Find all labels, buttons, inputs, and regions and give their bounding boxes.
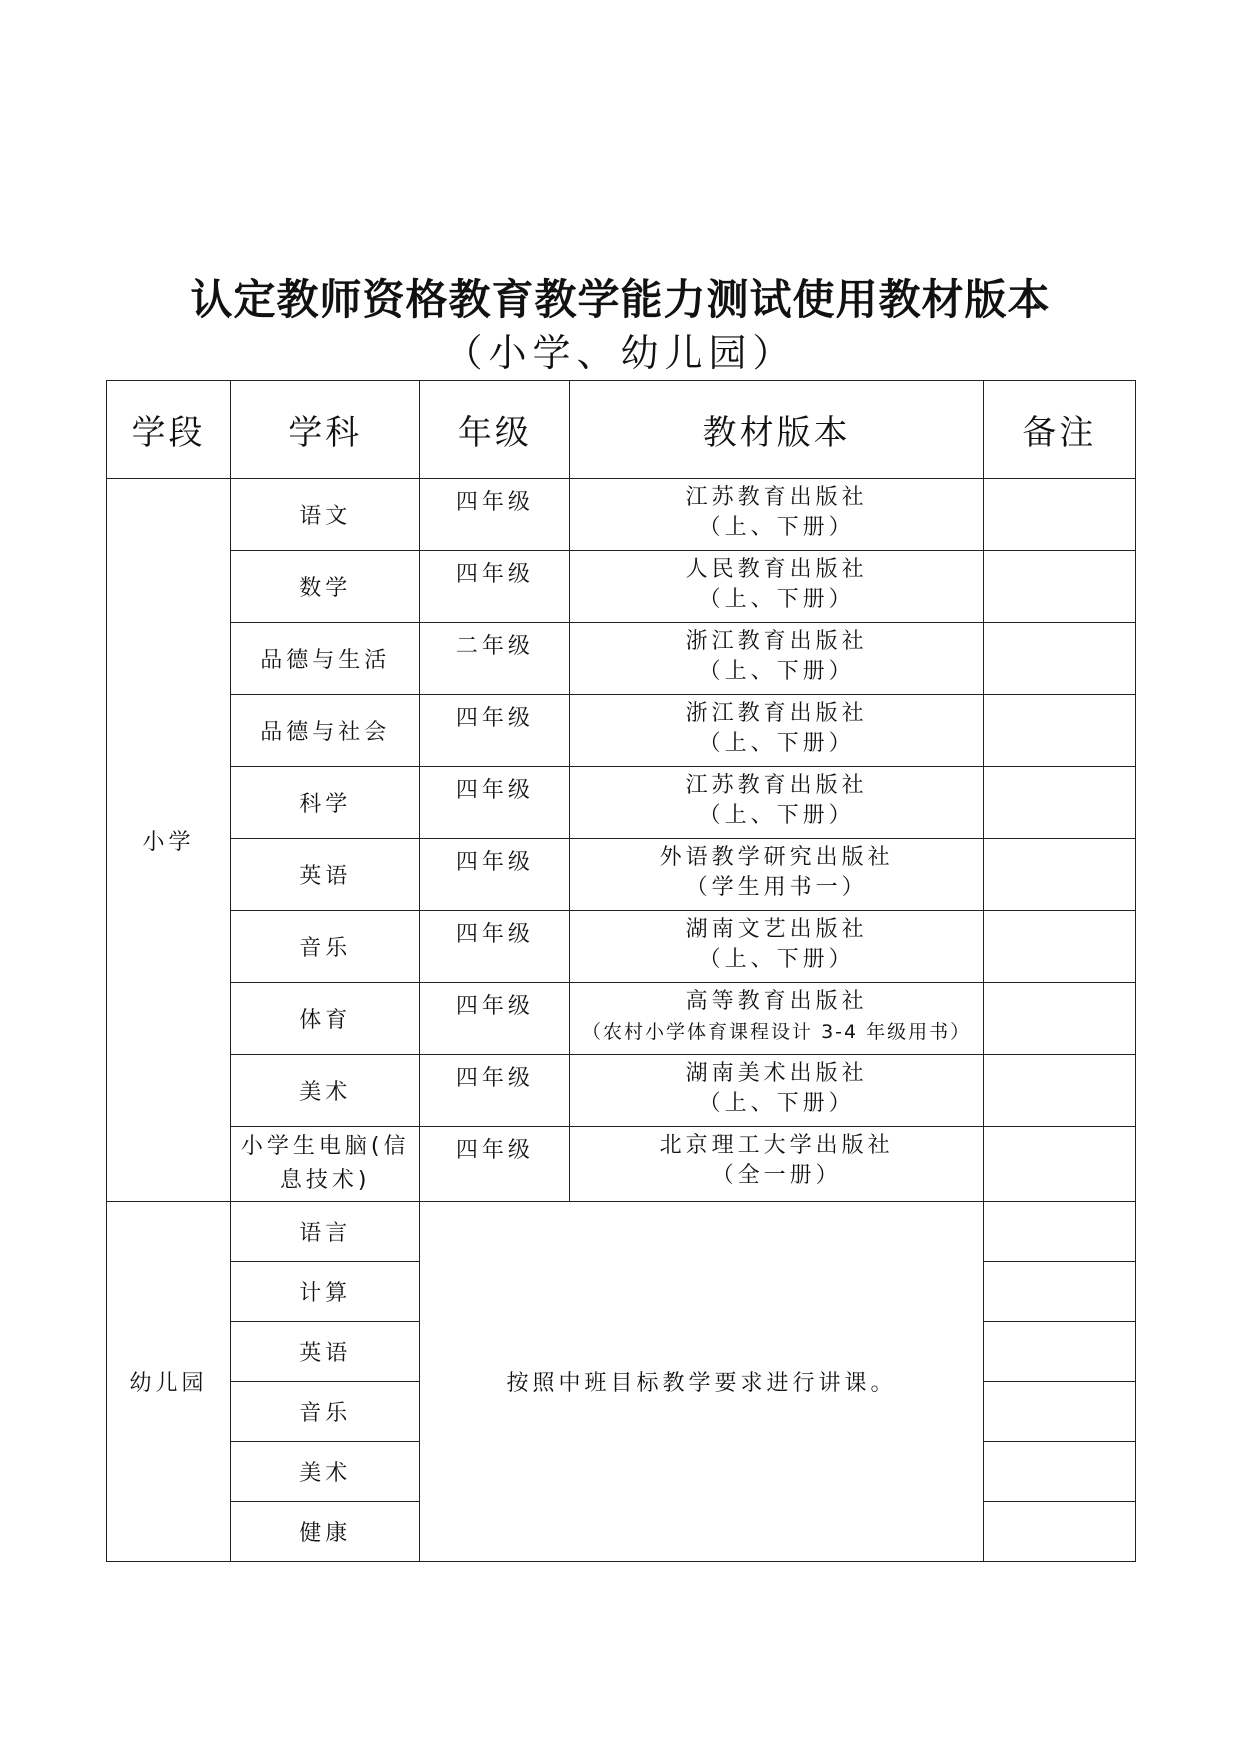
publisher-cell — [570, 911, 983, 983]
header-grade: 年级 — [420, 381, 570, 479]
table-row — [107, 767, 1136, 839]
publisher-cell — [570, 1127, 983, 1202]
publisher-cell — [570, 551, 983, 623]
subject-cell: 品德与社会 — [231, 695, 420, 767]
header-row — [107, 381, 1136, 479]
remarks-cell — [983, 1202, 1135, 1262]
stage-kindergarten: 幼儿园 — [107, 1202, 231, 1562]
remarks-cell — [983, 1055, 1135, 1127]
grade-cell: 四年级 — [420, 695, 570, 767]
remarks-cell — [983, 983, 1135, 1055]
publisher-cell — [570, 479, 983, 551]
grade-cell: 四年级 — [420, 551, 570, 623]
table-row — [107, 911, 1136, 983]
subject-cell: 数学 — [231, 551, 420, 623]
subject-cell: 计算 — [231, 1262, 420, 1322]
textbook-table — [106, 380, 1136, 1562]
header-stage: 学段 — [107, 381, 231, 479]
publisher-cell — [570, 839, 983, 911]
table-row — [107, 1202, 1136, 1262]
remarks-cell — [983, 839, 1135, 911]
publisher-cell — [570, 1055, 983, 1127]
subject-cell: 健康 — [231, 1502, 420, 1562]
publisher-name: 浙江教育出版社 — [685, 701, 868, 726]
subject-cell: 英语 — [231, 839, 420, 911]
subject-cell: 音乐 — [231, 911, 420, 983]
remarks-cell — [983, 1127, 1135, 1202]
table-row — [107, 839, 1136, 911]
subject-cell: 品德与生活 — [231, 623, 420, 695]
publisher-cell — [570, 983, 983, 1055]
publisher-name: 人民教育出版社 — [685, 557, 868, 582]
publisher-name: 北京理工大学出版社 — [659, 1133, 894, 1158]
remarks-cell — [983, 1322, 1135, 1382]
remarks-cell — [983, 1262, 1135, 1322]
stage-primary: 小学 — [107, 479, 231, 1202]
grade-cell: 四年级 — [420, 479, 570, 551]
table-row — [107, 1127, 1136, 1202]
table-row — [107, 1055, 1136, 1127]
subject-cell: 美术 — [231, 1442, 420, 1502]
table-row — [107, 623, 1136, 695]
publisher-name: 外语教学研究出版社 — [659, 845, 894, 870]
table-row — [107, 695, 1136, 767]
edition-note: （农村小学体育课程设计 3-4 年级用书） — [582, 1021, 972, 1043]
table-row — [107, 983, 1136, 1055]
grade-cell: 四年级 — [420, 1055, 570, 1127]
publisher-cell — [570, 623, 983, 695]
kindergarten-note: 按照中班目标教学要求进行讲课。 — [420, 1202, 984, 1562]
publisher-name: 湖南文艺出版社 — [685, 917, 868, 942]
grade-cell: 四年级 — [420, 1127, 570, 1202]
remarks-cell — [983, 1442, 1135, 1502]
subject-cell: 体育 — [231, 983, 420, 1055]
edition-note: （上、下册） — [698, 587, 855, 612]
remarks-cell — [983, 1382, 1135, 1442]
grade-cell: 四年级 — [420, 911, 570, 983]
publisher-name: 浙江教育出版社 — [685, 629, 868, 654]
subject-cell: 语文 — [231, 479, 420, 551]
document-subtitle: （小学、幼儿园） — [444, 331, 797, 375]
publisher-name: 江苏教育出版社 — [685, 485, 868, 510]
publisher-name: 高等教育出版社 — [685, 989, 868, 1014]
subject-cell: 科学 — [231, 767, 420, 839]
subject-cell: 小学生电脑(信息技术) — [231, 1127, 420, 1202]
document-title: 认定教师资格教育教学能力测试使用教材版本 — [190, 275, 1051, 324]
table-row — [107, 551, 1136, 623]
edition-note: （上、下册） — [698, 1091, 855, 1116]
remarks-cell — [983, 695, 1135, 767]
grade-cell: 四年级 — [420, 983, 570, 1055]
table-row — [107, 479, 1136, 551]
publisher-cell — [570, 767, 983, 839]
remarks-cell — [983, 551, 1135, 623]
grade-cell: 四年级 — [420, 767, 570, 839]
subject-cell: 语言 — [231, 1202, 420, 1262]
edition-note: （上、下册） — [698, 731, 855, 756]
header-remarks: 备注 — [983, 381, 1135, 479]
remarks-cell — [983, 767, 1135, 839]
subject-cell: 美术 — [231, 1055, 420, 1127]
remarks-cell — [983, 623, 1135, 695]
grade-cell: 四年级 — [420, 839, 570, 911]
remarks-cell — [983, 1502, 1135, 1562]
remarks-cell — [983, 479, 1135, 551]
edition-note: （上、下册） — [698, 947, 855, 972]
publisher-name: 江苏教育出版社 — [685, 773, 868, 798]
grade-cell: 二年级 — [420, 623, 570, 695]
subject-cell: 音乐 — [231, 1382, 420, 1442]
edition-note: （上、下册） — [698, 515, 855, 540]
publisher-name: 湖南美术出版社 — [685, 1061, 868, 1086]
edition-note: （上、下册） — [698, 659, 855, 684]
edition-note: （全一册） — [711, 1163, 842, 1188]
publisher-cell — [570, 695, 983, 767]
remarks-cell — [983, 911, 1135, 983]
subject-cell: 英语 — [231, 1322, 420, 1382]
edition-note: （上、下册） — [698, 803, 855, 828]
header-textbook-edition: 教材版本 — [570, 381, 983, 479]
edition-note: （学生用书一） — [685, 875, 868, 900]
header-subject: 学科 — [231, 381, 420, 479]
